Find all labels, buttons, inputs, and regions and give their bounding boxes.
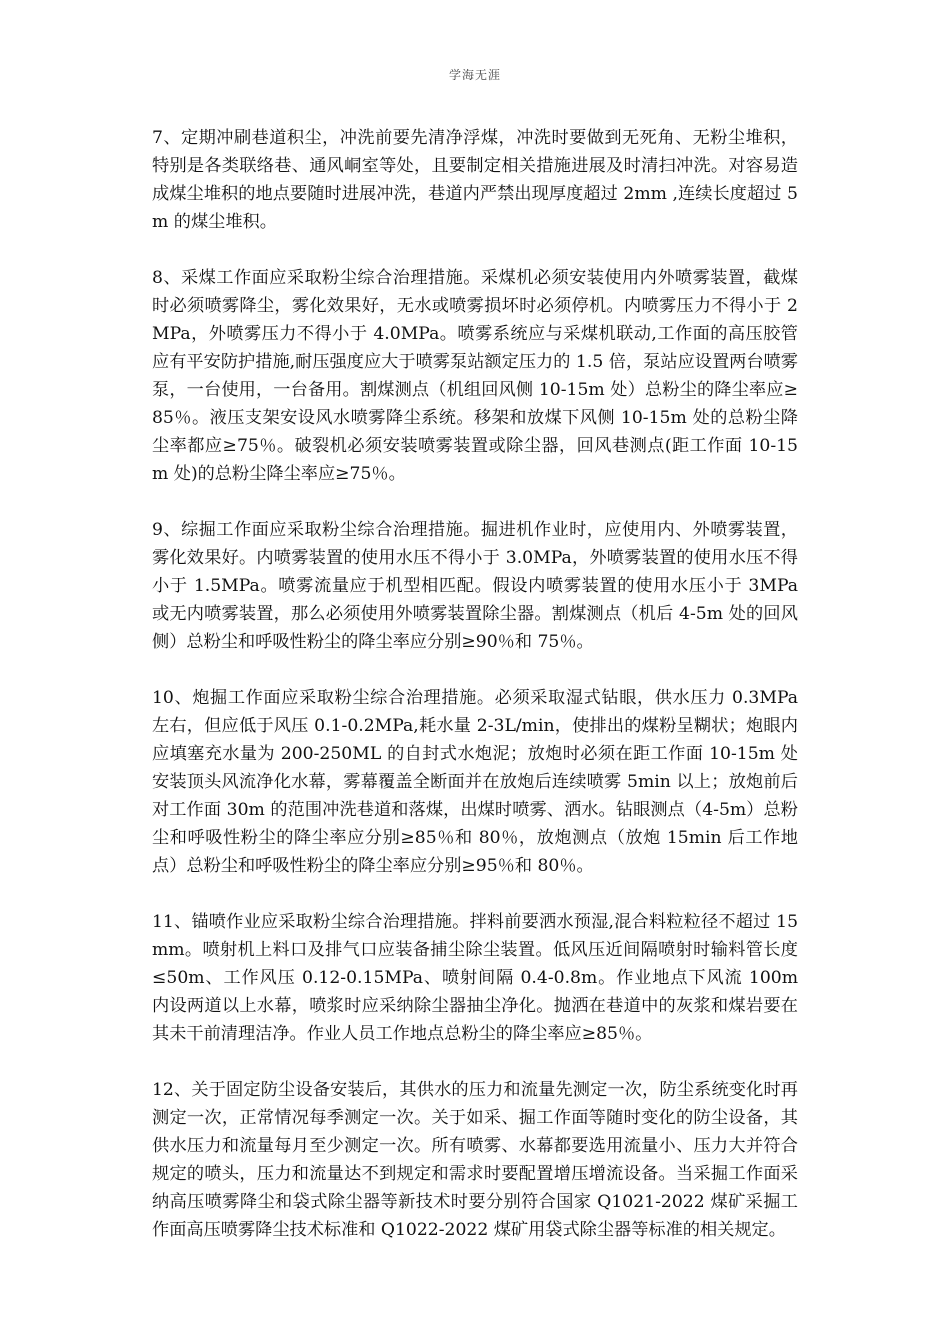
paragraph-item-11: 11、锚喷作业应采取粉尘综合治理措施。拌料前要洒水预湿,混合料粒粒径不超过 15mm。喷射机上料口及排气口应装备捕尘除尘装置。低风压近间隔喷射时输料管长度≤50m、工作风压 0.12-0.15MPa、喷射间隔 0.4-0.8m。作业地点下风流 100m 内设两道以上水幕，喷浆时应采纳除尘器抽尘净化。抛洒在巷道中的灰浆和煤岩要在其未干前清理洁净。作业人员工作地点总粉尘的降尘率应≥85％。 [152,912,798,1044]
paragraph-item-7: 7、定期冲刷巷道积尘，冲洗前要先清净浮煤，冲洗时要做到无死角、无粉尘堆积，特别是各类联络巷、通风峒室等处，且要制定相关措施进展及时清扫冲洗。对容易造成煤尘堆积的地点要随时进展冲洗，巷道内严禁出现厚度超过 2mm ,连续长度超过 5m 的煤尘堆积。 [152,128,798,232]
paragraph-item-12: 12、关于固定防尘设备安装后，其供水的压力和流量先测定一次，防尘系统变化时再测定一次，正常情况每季测定一次。关于如采、掘工作面等随时变化的防尘设备，其供水压力和流量每月至少测定一次。所有喷雾、水幕都要选用流量小、压力大并符合规定的喷头，压力和流量达不到规定和需求时要配置增压增流设备。当采掘工作面采纳高压喷雾降尘和袋式除尘器等新技术时要分别符合国家 Q1021-2022 煤矿采掘工作面高压喷雾降尘技术标准和 Q1022-2022 煤矿用袋式除尘器等标准的相关规定。 [152,1080,798,1240]
document-body [152,124,798,1272]
page-header: 学海无涯 [448,68,501,82]
paragraph-item-10: 10、炮掘工作面应采取粉尘综合治理措施。必须采取湿式钻眼，供水压力 0.3MPa 左右，但应低于风压 0.1-0.2MPa,耗水量 2-3L/min，使排出的煤粉呈糊状；炮眼内应填塞充水量为 200-250ML 的自封式水炮泥；放炮时必须在距工作面 10-15m 处安装顶头风流净化水幕，雾幕覆盖全断面并在放炮后连续喷雾 5min 以上；放炮前后对工作面 30m 的范围冲洗巷道和落煤，出煤时喷雾、洒水。钻眼测点（4-5m）总粉尘和呼吸性粉尘的降尘率应分别≥85％和 80％，放炮测点（放炮 15min 后工作地点）总粉尘和呼吸性粉尘的降尘率应分别≥95％和 80％。 [152,688,798,876]
paragraph-item-9: 9、综掘工作面应采取粉尘综合治理措施。掘进机作业时，应使用内、外喷雾装置，雾化效果好。内喷雾装置的使用水压不得小于 3.0MPa，外喷雾装置的使用水压不得小于 1.5MPa。喷雾流量应于机型相匹配。假设内喷雾装置的使用水压小于 3MPa 或无内喷雾装置，那么必须使用外喷雾装置除尘器。割煤测点（机后 4-5m 处的回风侧）总粉尘和呼吸性粉尘的降尘率应分别≥90％和 75％。 [152,520,798,652]
paragraph-item-8: 8、采煤工作面应采取粉尘综合治理措施。采煤机必须安装使用内外喷雾装置，截煤时必须喷雾降尘，雾化效果好，无水或喷雾损坏时必须停机。内喷雾压力不得小于 2MPa，外喷雾压力不得小于 4.0MPa。喷雾系统应与采煤机联动,工作面的高压胶管应有平安防护措施,耐压强度应大于喷雾泵站额定压力的 1.5 倍，泵站应设置两台喷雾泵，一台使用，一台备用。割煤测点（机组回风侧 10-15m 处）总粉尘的降尘率应≥85％。液压支架安设风水喷雾降尘系统。移架和放煤下风侧 10-15m 处的总粉尘降尘率都应≥75％。破裂机必须安装喷雾装置或除尘器，回风巷测点(距工作面 10-15m 处)的总粉尘降尘率应≥75％。 [152,268,798,484]
